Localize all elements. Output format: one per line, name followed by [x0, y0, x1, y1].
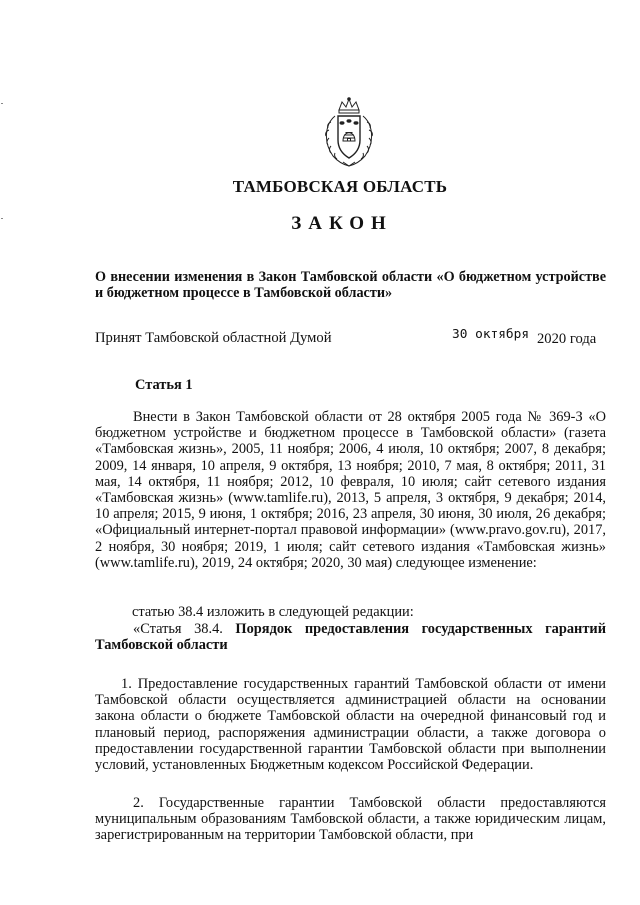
point-1-paragraph: 1. Предоставление государственных гарантий Тамбовской области от имени Тамбовской области осуществляется администрацией области на основании закона области о бюджете Тамбовской области на очередной финансовый год и плановый период, распоряжения администрации области, а также договора о предоставлении государственной гарантии Тамбовской области при выполнении условий, установленных Бюджетным кодексом Российской Федерации. — [95, 676, 606, 774]
adoption-year: 2020 года — [537, 331, 597, 347]
new-article-prefix: «Статья 38.4. — [133, 621, 236, 637]
point-2-paragraph: 2. Государственные гарантии Тамбовской области предоставляются муниципальным образованиям Тамбовской области, а также юридическим лицам, зарегистрированным на территории Тамбовской области, при — [95, 795, 606, 844]
article-heading: Статья 1 — [135, 377, 193, 393]
coat-of-arms-icon — [321, 96, 377, 168]
document-type-heading: ЗАКОН — [291, 213, 393, 234]
region-heading: ТАМБОВСКАЯ ОБЛАСТЬ — [232, 177, 448, 196]
new-article-heading — [95, 621, 606, 653]
adoption-label: Принят Тамбовской областной Думой — [95, 330, 332, 346]
instruction-paragraph: статью 38.4 изложить в следующей редакции: — [132, 604, 414, 620]
adoption-date: 30 октября — [452, 327, 530, 342]
margin-mark — [1, 103, 3, 104]
article-intro-paragraph: Внести в Закон Тамбовской области от 28 октября 2005 года № 369-З «О бюджетном устройстве и бюджетном процессе в Тамбовской области» (газета «Тамбовская жизнь», 2005, 11 ноября; 2006, 4 июля, 10 октября; 2007, 8 декабря; 2009, 14 января, 10 апреля, 9 октября, 13 ноября; 2010, 7 мая, 8 октября; 2011, 31 мая, 14 октября, 11 ноября; 2012, 10 февраля, 10 июля; сайт сетевого издания «Тамбовская жизнь» (www.tamlife.ru), 2013, 5 апреля, 3 октября, 9 декабря; 2014, 10 апреля; 2015, 9 июня, 1 октября; 2016, 23 апреля, 30 июня, 30 июля, 26 декабря; «Официальный интернет-портал правовой информации» (www.pravo.gov.ru), 2017, 2 ноября, 30 ноября; 2019, 1 июля; сайт сетевого издания «Тамбовская жизнь» (www.tamlife.ru), 2019, 24 октября; 2020, 30 мая) следующее изменение: — [95, 409, 606, 571]
law-title: О внесении изменения в Закон Тамбовской области «О бюджетном устройстве и бюджетном процессе в Тамбовской области» — [95, 269, 606, 301]
new-article-title: Порядок предоставления государственных гарантий Тамбовской области — [95, 621, 606, 654]
